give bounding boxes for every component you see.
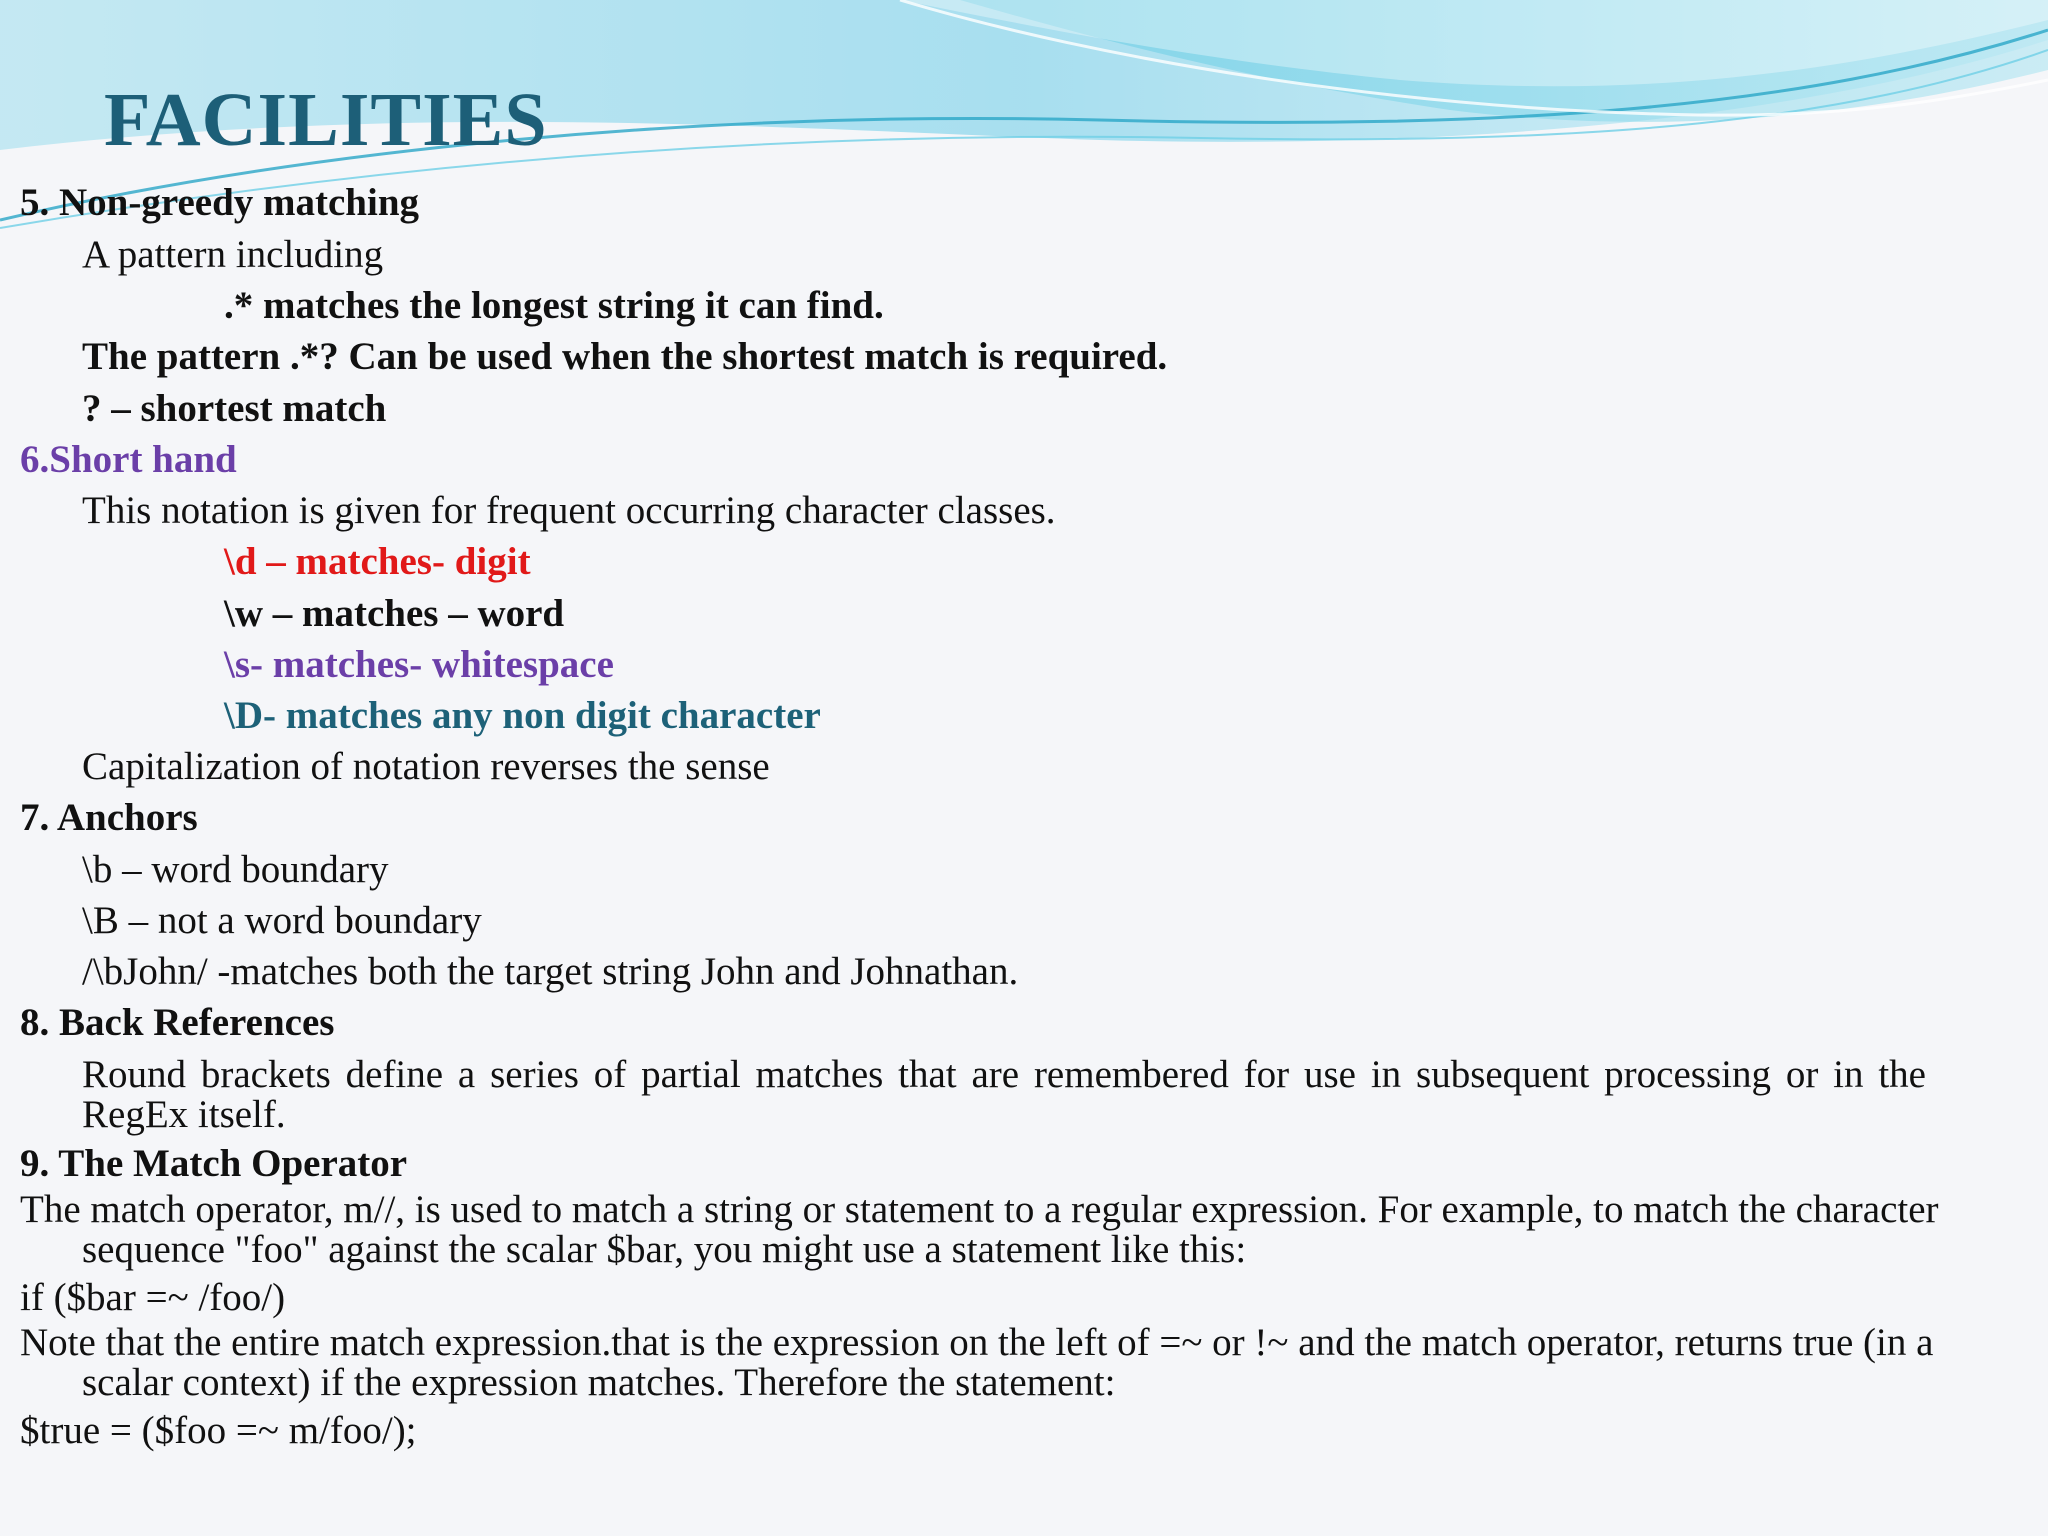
shorthand-whitespace: \s- matches- whitespace [224,643,614,686]
section-6-line-6: Capitalization of notation reverses the sense [82,745,770,788]
section-9-paragraph-2: Note that the entire match expression.that is the expression on the left of =~ or !~ and the match operator, returns true (in a scalar context) if the expression matches. Therefore the statement: [20,1321,1934,1404]
section-5-heading: 5. Non-greedy matching [20,181,420,224]
shorthand-non-digit: \D- matches any non digit character [224,694,821,737]
section-5-line-3: The pattern .*? Can be used when the shortest match is required. [82,335,1168,378]
shorthand-word: \w – matches – word [224,592,565,635]
section-6-heading: 6.Short hand [20,438,237,481]
section-8-heading: 8. Back References [20,1001,335,1044]
shorthand-digit: \d – matches- digit [224,540,531,583]
section-7-line-3: /\bJohn/ -matches both the target string John and Johnathan. [82,950,1019,993]
section-9-heading: 9. The Match Operator [20,1142,408,1185]
section-7-line-1: \b – word boundary [82,848,389,891]
section-9-code-1: if ($bar =~ /foo/) [20,1276,286,1319]
section-9-code-2: $true = ($foo =~ m/foo/); [20,1409,417,1452]
section-6-line-1: This notation is given for frequent occurring character classes. [82,489,1056,532]
section-8-paragraph: Round brackets define a series of partial matches that are remembered for use in subsequent processing or in the RegEx itself. [82,1053,1926,1136]
section-5-line-4: ? – shortest match [82,387,387,430]
section-9-paragraph-1: The match operator, m//, is used to match a string or statement to a regular expression. For example, to match the character sequence "foo" against the scalar $bar, you might use a statement like this: [20,1188,1939,1271]
section-5-line-1: A pattern including [82,233,384,276]
section-5-line-2: .* matches the longest string it can find. [224,284,884,327]
section-7-heading: 7. Anchors [20,796,198,839]
section-7-line-2: \B – not a word boundary [82,899,482,942]
slide-title: FACILITIES [104,78,548,162]
